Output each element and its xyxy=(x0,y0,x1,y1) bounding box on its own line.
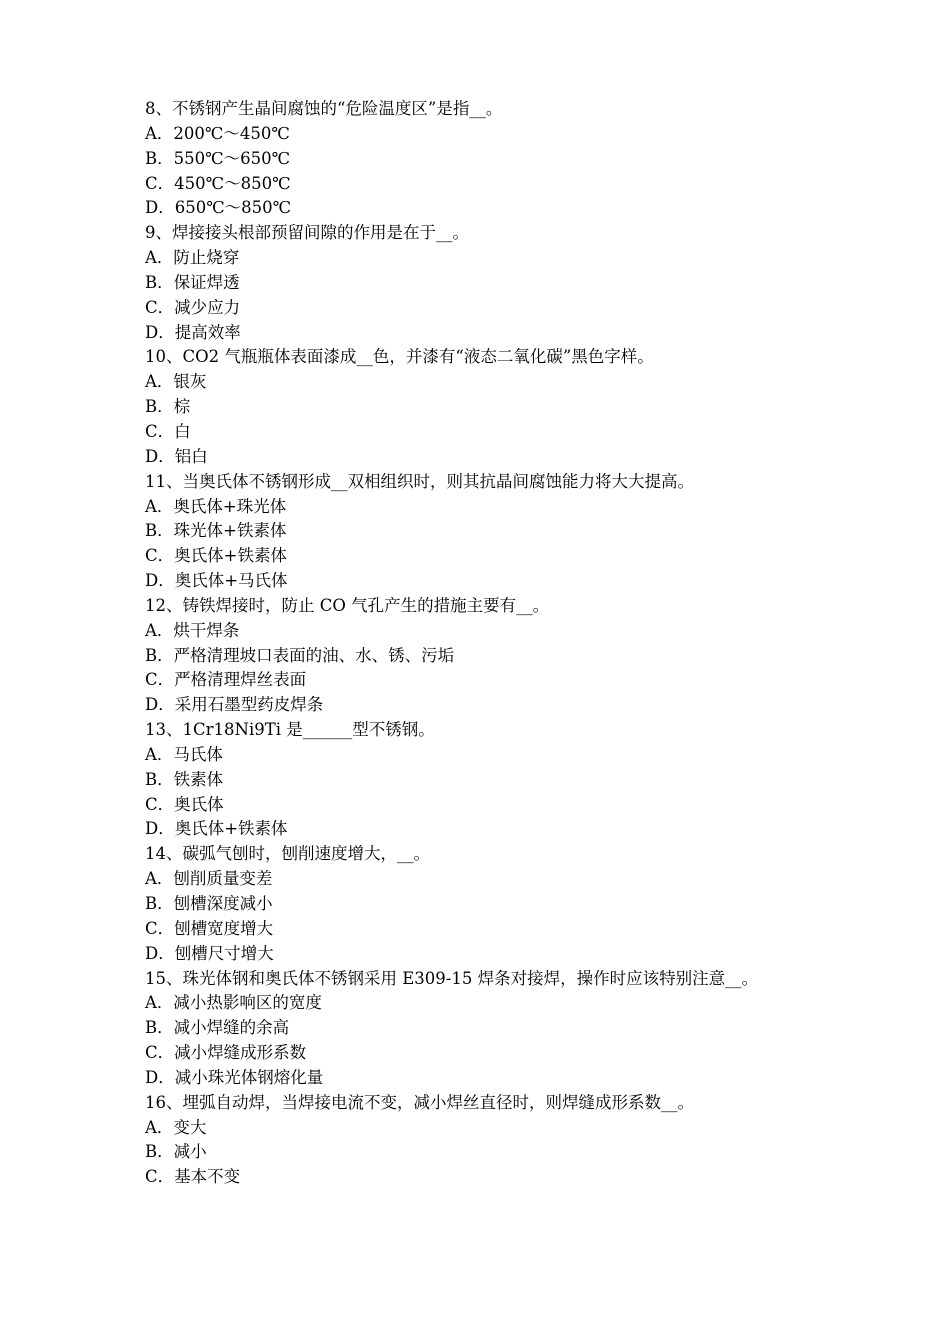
option-text: B．珠光体+铁素体 xyxy=(145,521,287,541)
option-text: C．刨槽宽度增大 xyxy=(145,918,274,938)
option-text: C．白 xyxy=(145,421,191,441)
option-text: B．保证焊透 xyxy=(145,272,240,292)
question-text: 8、不锈钢产生晶间腐蚀的“危险温度区”是指__。 xyxy=(145,99,503,118)
option-text: A．刨削质量变差 xyxy=(145,869,273,889)
option-text: D．减小珠光体钢熔化量 xyxy=(145,1067,324,1087)
option-text: C．基本不变 xyxy=(145,1167,241,1187)
option-text: A．奥氏体+珠光体 xyxy=(145,496,287,516)
question-text: 14、碳弧气刨时，刨削速度增大，__。 xyxy=(145,844,430,864)
option-text: A．减小热影响区的宽度 xyxy=(145,993,322,1013)
option-text: A．变大 xyxy=(145,1117,207,1137)
option-text: B．棕 xyxy=(145,397,191,417)
question-text: 11、当奥氏体不锈钢形成__双相组织时，则其抗晶间腐蚀能力将大大提高。 xyxy=(145,471,694,491)
option-text: B．减小焊缝的余高 xyxy=(145,1018,290,1038)
question-text: 16、埋弧自动焊，当焊接电流不变，减小焊丝直径时，则焊缝成形系数__。 xyxy=(145,1092,694,1112)
option-text: B．减小 xyxy=(145,1142,207,1162)
option-text: A．烘干焊条 xyxy=(145,620,240,640)
option-text: D．采用石墨型药皮焊条 xyxy=(145,695,324,715)
option-text: C．减少应力 xyxy=(145,297,241,317)
option-text: B．铁素体 xyxy=(145,769,224,789)
option-text: D．650℃～850℃ xyxy=(145,198,292,218)
option-text: D．奥氏体+铁素体 xyxy=(145,819,288,839)
option-text: D．刨槽尺寸增大 xyxy=(145,943,274,963)
option-text: A．防止烧穿 xyxy=(145,248,240,268)
option-text: A．马氏体 xyxy=(145,744,223,764)
option-text: D．奥氏体+马氏体 xyxy=(145,571,288,591)
option-text: C．450℃～850℃ xyxy=(145,173,291,193)
option-text: B．严格清理坡口表面的油、水、锈、污垢 xyxy=(145,645,455,665)
option-text: C．奥氏体+铁素体 xyxy=(145,546,287,566)
option-text: D．铝白 xyxy=(145,446,208,466)
option-text: C．严格清理焊丝表面 xyxy=(145,670,307,690)
option-text: C．奥氏体 xyxy=(145,794,224,814)
option-text: A．银灰 xyxy=(145,372,207,392)
option-text: C．减小焊缝成形系数 xyxy=(145,1043,307,1063)
option-text: B．550℃～650℃ xyxy=(145,148,291,168)
question-text: 10、CO2 气瓶瓶体表面漆成__色，并漆有“液态二氧化碳”黑色字样。 xyxy=(145,347,654,367)
question-list xyxy=(145,97,925,1190)
option-text: D．提高效率 xyxy=(145,322,241,342)
option-text: B．刨槽深度减小 xyxy=(145,894,273,913)
option-text: A．200℃～450℃ xyxy=(145,123,290,143)
question-text: 9、焊接接头根部预留间隙的作用是在于__。 xyxy=(145,223,469,243)
question-text: 15、珠光体钢和奥氏体不锈钢采用 E309-15 焊条对接焊，操作时应该特别注意__。 xyxy=(145,968,759,988)
question-text: 13、1Cr18Ni9Ti 是______型不锈钢。 xyxy=(145,720,435,740)
question-text: 12、铸铁焊接时，防止 CO 气孔产生的措施主要有__。 xyxy=(145,595,550,615)
